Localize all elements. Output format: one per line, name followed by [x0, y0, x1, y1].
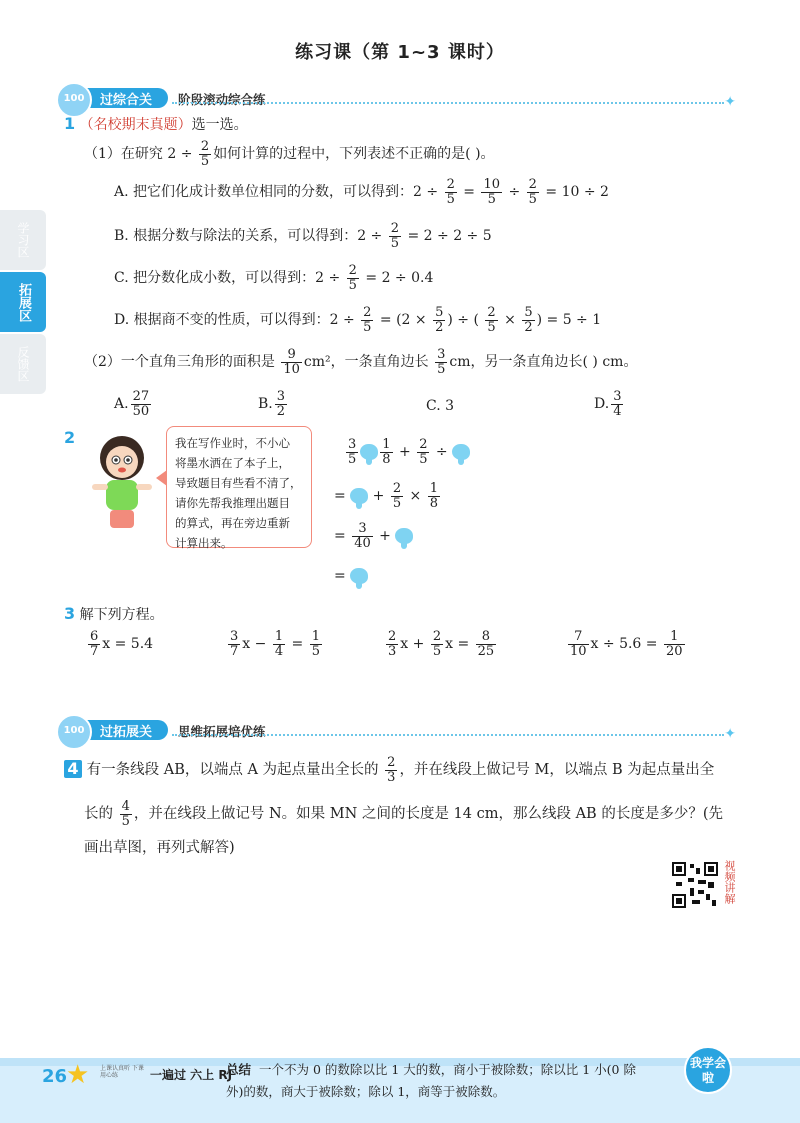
summary-box	[226, 1059, 656, 1103]
ink-blot-icon	[360, 444, 378, 460]
equation-1: $\frac{6}{7}$ x = 5.4	[90, 629, 154, 659]
summary-title: 总结	[226, 1062, 252, 1077]
question-text: 有一条线段 AB，以端点 A 为起点量出全长的	[86, 762, 379, 779]
option-text: C. 把分数化成小数，可以得到：2 ÷	[114, 270, 341, 287]
option-text: B. 根据分数与除法的关系，可以得到：2 ÷	[114, 228, 383, 245]
question-number: 3	[64, 604, 76, 623]
page-title: 练习课（第 1~3 课时）	[295, 42, 505, 63]
option-letter: B.	[258, 396, 273, 413]
bubble-line: 请你先帮我推理出题目	[175, 496, 290, 510]
side-tabs	[0, 210, 46, 400]
stem-text: （1）在研究 2 ÷	[84, 146, 193, 163]
bubble-line: 的算式，再在旁边重新	[175, 516, 290, 530]
logo-icon: 100	[56, 82, 92, 118]
logo-icon: 100	[56, 714, 92, 750]
question-text: ，并在线段上做记号 M，以端点 B 为起点量出全	[399, 762, 715, 779]
section-badge	[64, 720, 168, 740]
bubble-line: 导致题目有些看不清了，	[175, 476, 302, 490]
q1-part2-option-b[interactable]: B. $\frac{3}{2}$	[258, 389, 286, 419]
section-header-extension	[64, 716, 736, 744]
tab-extend[interactable]: 拓展区	[0, 272, 46, 332]
q1-part1-stem	[84, 140, 495, 168]
q4-line2: 长的 $\frac{4}{5}$ ，并在线段上做记号 N。如果 MN 之间的长度是 14 cm，那么线段 AB 的长度是多少？(先	[84, 799, 723, 829]
q2-heading	[64, 428, 75, 447]
brand-tagline: 上课认真听 下课用心练	[100, 1065, 144, 1079]
bubble-line: 我在写作业时，不小心	[175, 436, 290, 450]
q2-expr-line3: = $\frac{3}{40}$ +	[334, 522, 413, 550]
question-text: 长的	[84, 806, 113, 823]
section-subtitle: 阶段滚动综合练	[178, 92, 266, 107]
ink-blot-icon	[395, 528, 413, 544]
q1-option-a[interactable]: A. 把它们化成计数单位相同的分数，可以得到：2 ÷ $\frac{2}{5}$ = $\frac{10}{5}$ ÷ $\frac{2}{5}$ = 10 ÷ 2	[114, 177, 609, 207]
q4-line1: 4 有一条线段 AB，以端点 A 为起点量出全长的 $\frac{2}{3}$ ，并在线段上做记号 M，以端点 B 为起点量出全	[64, 756, 714, 784]
stem-text: cm²，一条直角边长	[303, 354, 429, 371]
summary-text: 一个不为 0 的数除以比 1 大的数，商小于被除数；除以比 1 小(0 除	[258, 1062, 636, 1077]
stem-text: （2）一个直角三角形的面积是	[84, 354, 275, 371]
section-subtitle: 思维拓展培优练	[178, 724, 266, 739]
option-letter: D.	[594, 396, 610, 413]
equation-text: x +	[400, 636, 425, 653]
star-icon: ✦	[724, 726, 736, 742]
stem-text: cm，另一条直角边长( ) cm。	[449, 354, 638, 371]
question-text: ，并在线段上做记号 N。如果 MN 之间的长度是 14 cm，那么线段 AB 的长度是多少？(先	[133, 806, 723, 823]
option-text: = 5 ÷ 1	[546, 312, 602, 329]
q1-part2-option-d[interactable]: D. $\frac{3}{4}$	[594, 389, 622, 419]
q1-part2-stem: （2）一个直角三角形的面积是 $\frac{9}{10}$ cm²，一条直角边长 $\frac{3}{5}$ cm，另一条直角边长( ) cm。	[84, 347, 638, 377]
speech-bubble	[166, 426, 312, 548]
section-badge-label: 过拓展关	[100, 725, 153, 740]
tab-study[interactable]: 学习区	[0, 210, 46, 270]
question-tag: （名校期末真题）	[79, 117, 192, 133]
equation-text: x = 5.4	[102, 636, 154, 653]
question-instruction: 解下列方程。	[79, 607, 164, 623]
q1-part2-option-c[interactable]: C. 3	[426, 398, 455, 414]
q1-option-c[interactable]: C. 把分数化成小数，可以得到：2 ÷ $\frac{2}{5}$ = 2 ÷ 0.4	[114, 263, 434, 293]
q1-option-d[interactable]: D. 根据商不变的性质，可以得到：2 ÷ $\frac{2}{5}$ = (2 × $\frac{5}{2}$ ) ÷ ( $\frac{2}{5}$ × $\frac{5}{2}$ ) = 5 ÷ 1	[114, 305, 602, 335]
q2-expr-line1: $\frac{3}{5}$ $\frac{1}{8}$ + $\frac{2}{5}$ ÷	[344, 438, 470, 466]
question-instruction: 选一选。	[191, 117, 248, 133]
star-icon: ✦	[724, 94, 736, 110]
page-number: 26	[42, 1066, 68, 1087]
qr-code-icon[interactable]	[672, 862, 718, 908]
option-letter: A.	[114, 396, 129, 413]
girl-illustration-icon	[92, 428, 152, 538]
page-footer	[0, 1058, 800, 1123]
q3-heading	[64, 604, 164, 624]
mascot-badge: 我学会啦	[684, 1046, 732, 1094]
q1-option-b[interactable]: B. 根据分数与除法的关系，可以得到：2 ÷ $\frac{2}{5}$ = 2 ÷ 2 ÷ 5	[114, 221, 492, 251]
q4-line3: 画出草图，再列式解答)	[84, 840, 235, 856]
question-number: 2	[64, 428, 76, 447]
ink-blot-icon	[452, 444, 470, 460]
ink-blot-icon	[350, 568, 368, 584]
bubble-line: 将墨水洒在了本子上，	[175, 456, 290, 470]
q1-heading	[64, 114, 248, 134]
option-text: = 2 ÷ 2 ÷ 5	[407, 228, 492, 245]
summary-text: 外)的数，商大于被除数；除以 1，商等于被除数。	[226, 1084, 506, 1099]
equation-text: x ÷ 5.6 =	[590, 636, 658, 653]
tab-feedback[interactable]: 反馈区	[0, 334, 46, 394]
equation-2: $\frac{3}{7}$ x − $\frac{1}{4}$ = $\frac{1}{5}$	[230, 629, 321, 659]
stem-text: 如何计算的过程中，下列表述不正确的是( )。	[213, 146, 495, 163]
ink-blot-icon	[350, 488, 368, 504]
option-text: A. 把它们化成计数单位相同的分数，可以得到：2 ÷	[114, 184, 439, 201]
star-icon: ★	[66, 1060, 90, 1090]
section-badge	[64, 88, 168, 108]
equation-4: $\frac{7}{10}$ x ÷ 5.6 = $\frac{1}{20}$	[570, 629, 683, 659]
divider	[172, 734, 724, 736]
divider	[172, 102, 724, 104]
q2-expr-line4: =	[334, 568, 368, 584]
brand-name: 一遍过 六上 RJ	[150, 1068, 233, 1082]
bubble-line: 计算出来。	[175, 536, 233, 550]
equation-3: $\frac{2}{3}$ x + $\frac{2}{5}$ x = $\frac{8}{25}$	[388, 629, 495, 659]
question-number: 4	[64, 760, 82, 778]
option-text: D. 根据商不变的性质，可以得到：2 ÷	[114, 312, 355, 329]
question-number: 1	[64, 114, 76, 133]
fraction: $\frac{2}{5}$	[200, 139, 210, 169]
qr-label: 视频讲解	[723, 860, 736, 904]
q2-expr-line2: = + $\frac{2}{5}$ × $\frac{1}{8}$	[334, 481, 439, 511]
q1-part2-option-a[interactable]: A. $\frac{27}{50}$	[114, 389, 150, 419]
option-text: = 2 ÷ 0.4	[365, 270, 434, 287]
section-badge-label: 过综合关	[100, 93, 153, 108]
section-header-comprehensive	[64, 84, 736, 112]
